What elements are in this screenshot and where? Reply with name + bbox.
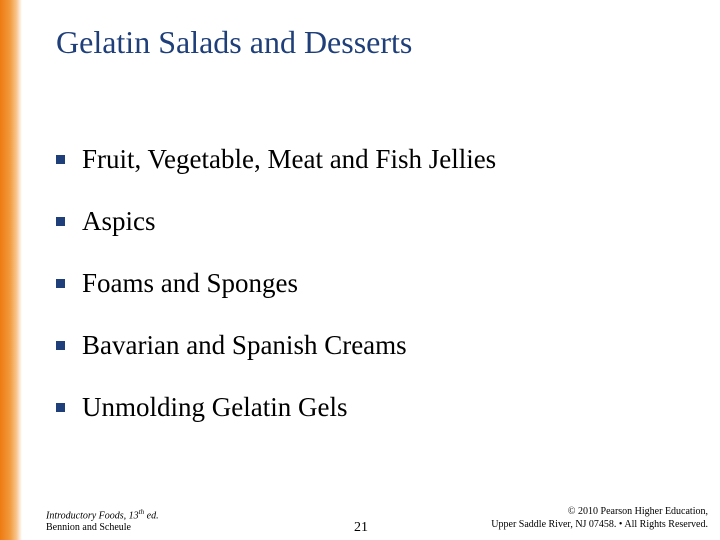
bullet-text: Bavarian and Spanish Creams bbox=[82, 329, 407, 360]
copyright-line-2: Upper Saddle River, NJ 07458. • All Rights Reserved. bbox=[491, 519, 708, 530]
square-bullet-icon bbox=[56, 279, 65, 288]
slide-title: Gelatin Salads and Desserts bbox=[56, 24, 413, 60]
book-title-line bbox=[46, 506, 159, 522]
edition-suffix: ed. bbox=[144, 510, 159, 522]
footer-copyright bbox=[491, 505, 708, 531]
bullet-text: Foams and Sponges bbox=[82, 267, 298, 298]
book-title: Introductory Foods, 13 bbox=[46, 510, 139, 522]
authors: Bennion and Scheule bbox=[46, 522, 131, 534]
bullet-item bbox=[56, 314, 496, 376]
bullet-item bbox=[56, 128, 496, 190]
square-bullet-icon bbox=[56, 403, 65, 412]
bullet-item bbox=[56, 376, 496, 438]
bullet-item bbox=[56, 252, 496, 314]
bullet-list bbox=[56, 128, 496, 438]
bullet-text: Unmolding Gelatin Gels bbox=[82, 391, 348, 422]
bullet-text: Fruit, Vegetable, Meat and Fish Jellies bbox=[82, 143, 497, 174]
square-bullet-icon bbox=[56, 341, 65, 350]
copyright-line-1: © 2010 Pearson Higher Education, bbox=[567, 506, 708, 517]
square-bullet-icon bbox=[56, 217, 65, 226]
bullet-item bbox=[56, 190, 496, 252]
footer-book-info bbox=[46, 506, 159, 534]
bullet-text: Aspics bbox=[82, 205, 156, 236]
edition-superscript: th bbox=[138, 508, 145, 516]
decorative-left-bar bbox=[0, 0, 22, 540]
page-number: 21 bbox=[354, 520, 368, 535]
square-bullet-icon bbox=[56, 155, 65, 164]
